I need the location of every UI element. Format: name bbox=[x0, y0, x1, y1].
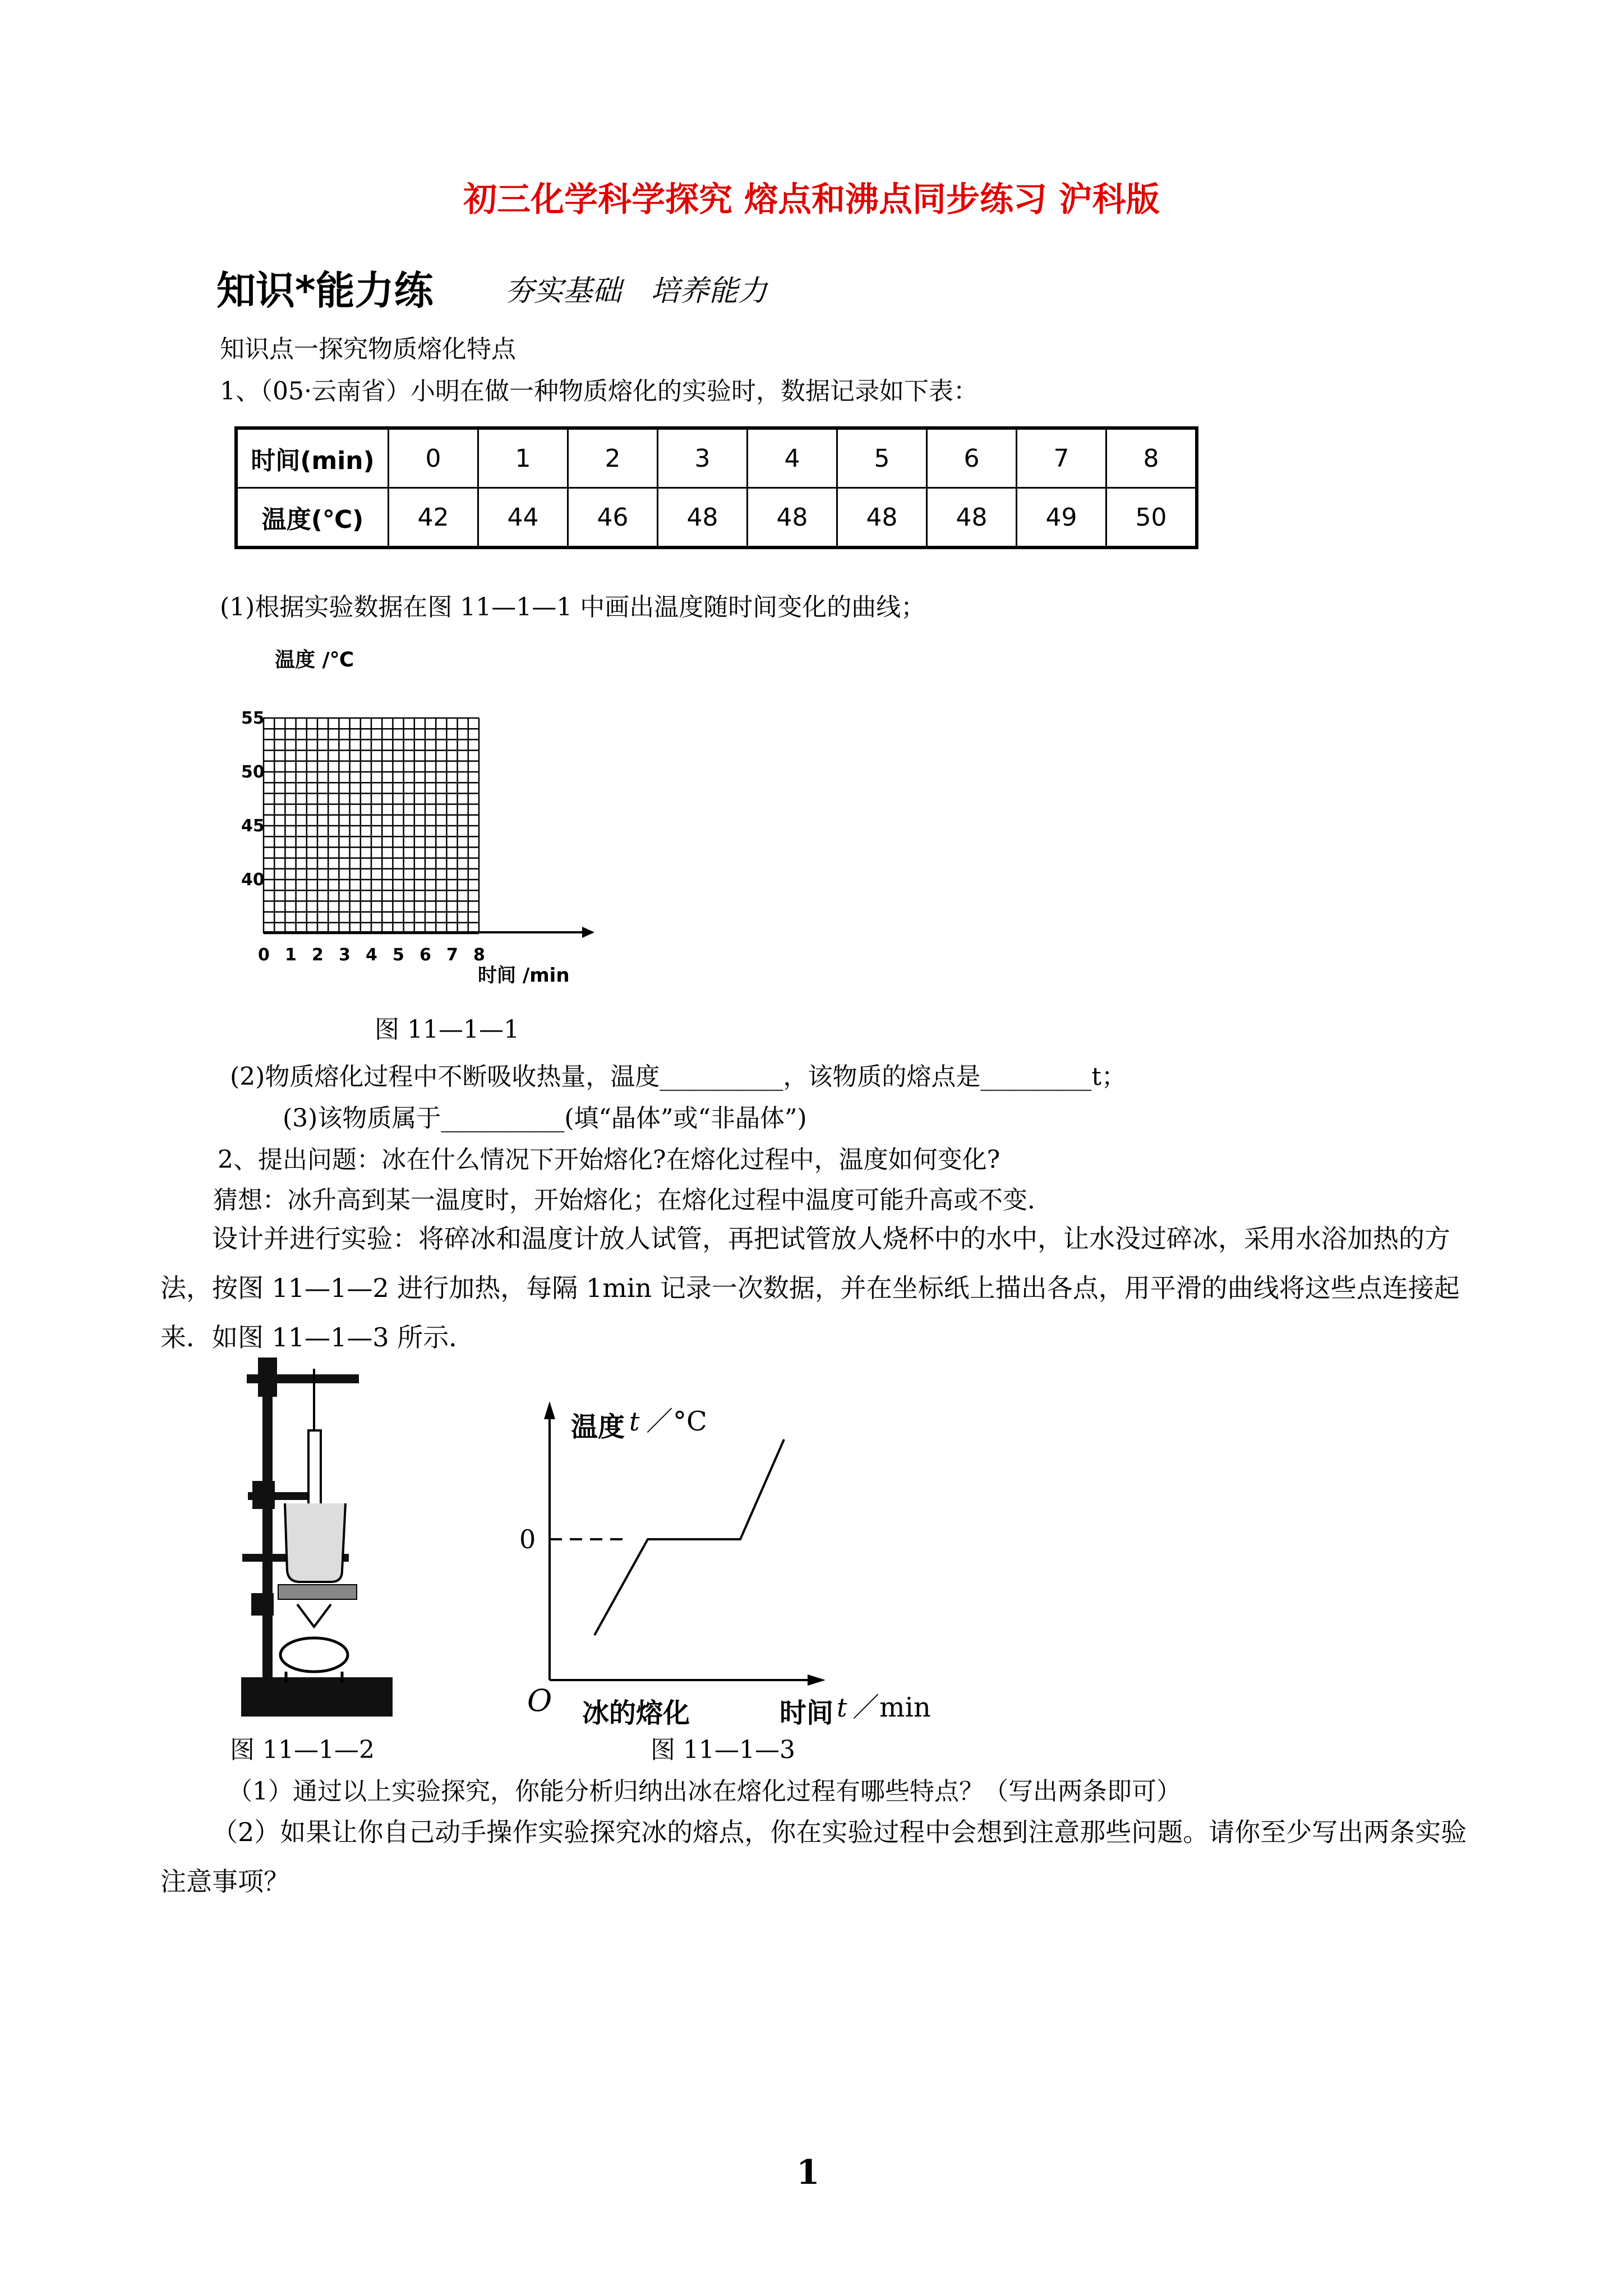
table-cell: 8 bbox=[1106, 428, 1197, 488]
page-title: 初三化学科学探究 熔点和沸点同步练习 沪科版 bbox=[463, 180, 1160, 219]
fig3-xlabel-unit: ／min bbox=[852, 1692, 931, 1723]
knowledge-point-label: 知识点一探究物质熔化特点 bbox=[220, 335, 516, 364]
fig2-caption: 图 11—1—2 bbox=[230, 1736, 375, 1764]
table-cell: 7 bbox=[1017, 428, 1106, 488]
table-cell: 1 bbox=[478, 428, 568, 488]
alcohol-lamp bbox=[280, 1638, 348, 1672]
x-axis-arrow bbox=[582, 927, 594, 938]
table-cell: 48 bbox=[658, 488, 748, 548]
grid-xtick: 3 bbox=[339, 945, 351, 965]
grid-ytick: 45 bbox=[241, 816, 265, 836]
grid-ytick: 50 bbox=[241, 762, 265, 782]
table-cell: 6 bbox=[927, 428, 1017, 488]
q1-part1: (1)根据实验数据在图 11—1—1 中画出温度随时间变化的曲线； bbox=[220, 593, 926, 622]
fig3-curve bbox=[594, 1439, 784, 1635]
grid-xlabel: 时间 /min bbox=[478, 964, 570, 987]
grid-ytick: 40 bbox=[241, 870, 265, 890]
table-cell: 48 bbox=[837, 488, 927, 548]
q2-sub2: （2）如果让你自己动手操作实验探究冰的熔点，你在实验过程中会想到注意那些问题。请你至少写出两条实验注意事项？ bbox=[160, 1817, 1467, 1897]
section-heading: 知识*能力练 bbox=[216, 268, 434, 314]
grid-ylabel: 温度 /℃ bbox=[275, 648, 354, 671]
table-cell: 4 bbox=[748, 428, 837, 488]
fig3-xlabel-text: 时间 bbox=[780, 1697, 834, 1729]
table-row bbox=[236, 428, 1197, 488]
table-cell: 48 bbox=[927, 488, 1017, 548]
grid-ytick: 55 bbox=[241, 708, 265, 728]
apparatus-figure bbox=[230, 1358, 398, 1728]
table-cell: 46 bbox=[568, 488, 658, 548]
grid-xtick: 8 bbox=[473, 945, 485, 965]
fig3-ylabel-sym: t bbox=[629, 1406, 640, 1437]
fig3-origin: O bbox=[527, 1683, 552, 1718]
table-row bbox=[236, 488, 1197, 548]
fig1-caption: 图 11—1—1 bbox=[375, 1015, 519, 1044]
fig3-name: 冰的熔化 bbox=[582, 1697, 690, 1729]
fig3-y-arrow bbox=[544, 1401, 555, 1419]
table-cell: 49 bbox=[1017, 488, 1106, 548]
q2-design: 设计并进行实验：将碎冰和温度计放人试管，再把试管放人烧杯中的水中，让水没过碎冰，采用水浴加热的方法，按图 11—1—2 进行加热，每隔 1min 记录一次数据，并在坐标纸上描出各点，用平滑的曲线将这些点连接起来．如图 11—1—3 所示． bbox=[160, 1223, 1460, 1352]
table-cell: 0 bbox=[389, 428, 478, 488]
q1-part2: (2)物质熔化过程中不断吸收热量，温度__________，该物质的熔点是_________t； bbox=[230, 1062, 1127, 1091]
fig3-caption: 图 11—1—3 bbox=[651, 1736, 795, 1764]
table-cell: 42 bbox=[389, 488, 478, 548]
grid-xtick: 0 bbox=[258, 945, 270, 965]
q1-intro: 1、（05·云南省）小明在做一种物质熔化的实验时，数据记录如下表： bbox=[220, 377, 978, 406]
ice-melting-figure bbox=[516, 1386, 976, 1733]
blank-grid-figure bbox=[230, 639, 611, 999]
grid-xtick: 7 bbox=[446, 945, 458, 965]
table-cell: 50 bbox=[1106, 488, 1197, 548]
stand-rod bbox=[262, 1363, 273, 1683]
table-cell: 2 bbox=[568, 428, 658, 488]
table-cell: 3 bbox=[658, 428, 748, 488]
grid-xtick: 1 bbox=[285, 945, 297, 965]
grid-xtick: 2 bbox=[312, 945, 324, 965]
table-header-time: 时间(min) bbox=[236, 428, 389, 488]
section-subheading: 夯实基础 培养能力 bbox=[505, 274, 768, 308]
page-number: 1 bbox=[796, 2153, 820, 2192]
gauze bbox=[278, 1585, 357, 1599]
table-header-temp: 温度(℃) bbox=[236, 488, 389, 548]
beaker bbox=[285, 1503, 345, 1582]
q2-intro: 2、提出问题：冰在什么情况下开始熔化?在熔化过程中，温度如何变化? bbox=[218, 1145, 1000, 1174]
grid-xtick: 4 bbox=[366, 945, 377, 965]
q1-part3: (3)该物质属于__________(填“晶体”或“非晶体”) bbox=[283, 1104, 807, 1133]
grid-xtick: 6 bbox=[419, 945, 431, 965]
q2-sub1: （1）通过以上实验探究，你能分析归纳出冰在熔化过程有哪些特点？（写出两条即可） bbox=[228, 1777, 1181, 1806]
table-cell: 5 bbox=[837, 428, 927, 488]
fig3-ylabel-text: 温度 bbox=[571, 1411, 625, 1443]
fig3-x-arrow bbox=[808, 1674, 826, 1686]
grid-xtick: 5 bbox=[393, 945, 404, 965]
q2-guess: 猜想：冰升高到某一温度时，开始熔化；在熔化过程中温度可能升高或不变． bbox=[213, 1186, 1052, 1214]
table-cell: 48 bbox=[748, 488, 837, 548]
fig3-ylabel-unit: ／°C bbox=[646, 1406, 707, 1437]
stand-base bbox=[241, 1677, 393, 1717]
table-cell: 44 bbox=[478, 488, 568, 548]
data-table bbox=[234, 426, 1198, 549]
fig3-zero: 0 bbox=[519, 1524, 536, 1554]
fig3-xlabel-sym: t bbox=[837, 1692, 847, 1723]
